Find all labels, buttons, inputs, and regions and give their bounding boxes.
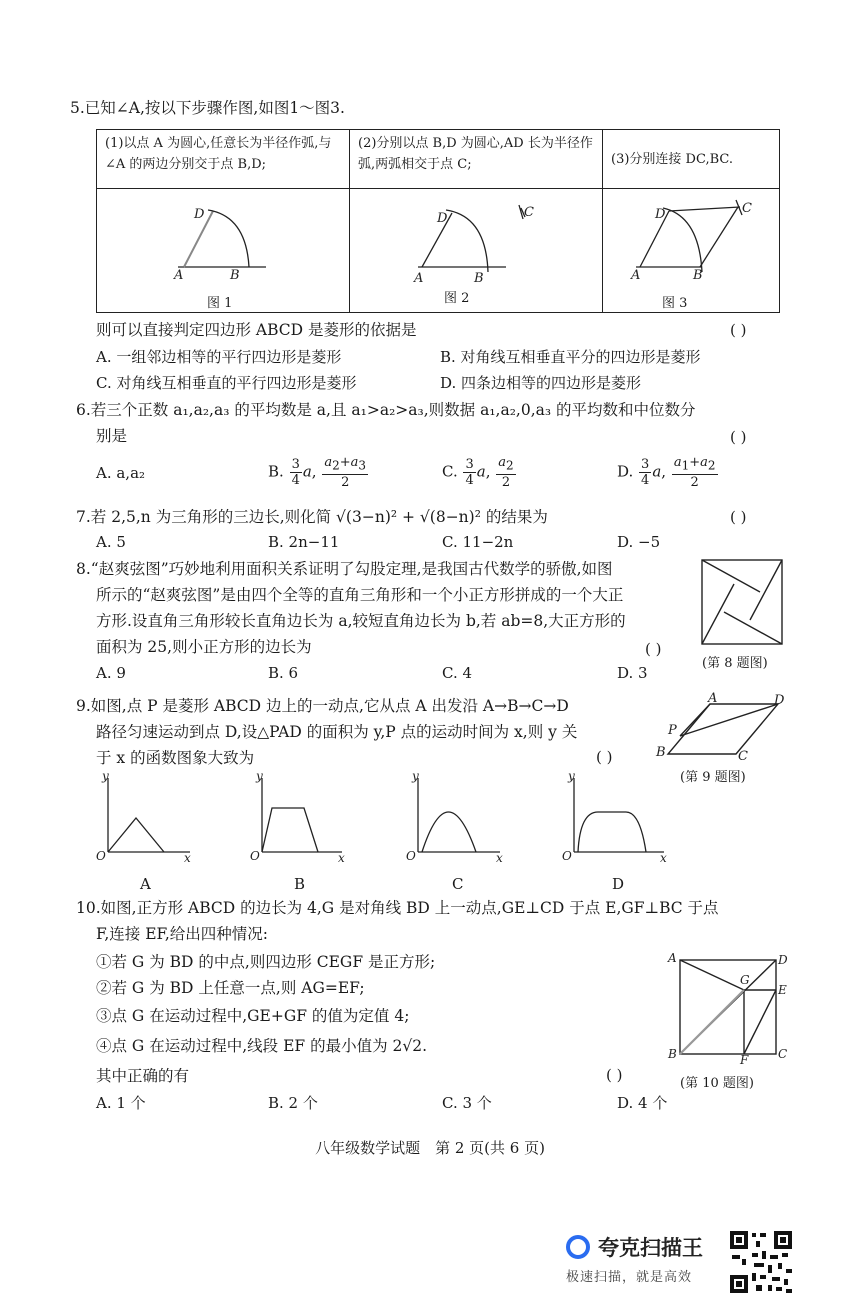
q9-graph-label-a: A bbox=[140, 875, 151, 893]
brand-slogan: 极速扫描，就是高效 bbox=[566, 1270, 693, 1285]
svg-text:y: y bbox=[102, 770, 109, 783]
q8-option-b: B. 6 bbox=[268, 664, 299, 682]
q6-option-d: D. $\frac{3}{4}$ a, $\frac{a_1+a_2}{2}$ bbox=[617, 455, 716, 490]
zhao-shuang-figure bbox=[700, 558, 786, 648]
svg-text:C: C bbox=[778, 1047, 788, 1061]
fig1-label-A: A bbox=[174, 268, 184, 283]
brand-name: 夸克扫描王 bbox=[598, 1236, 703, 1260]
fig1-caption: 图 1 bbox=[207, 296, 233, 311]
svg-text:y: y bbox=[568, 770, 575, 783]
svg-text:O: O bbox=[96, 849, 106, 863]
q10-caption: (第 10 题图) bbox=[680, 1076, 754, 1091]
q10-option-c: C. 3 个 bbox=[442, 1094, 492, 1112]
q9-line3: 于 x 的函数图象大致为 bbox=[96, 749, 255, 767]
q9-graph-label-b: B bbox=[294, 875, 306, 893]
svg-text:O: O bbox=[562, 849, 572, 863]
svg-text:D: D bbox=[774, 693, 785, 708]
fig2-label-C: C bbox=[524, 205, 534, 220]
qr-code-icon bbox=[728, 1229, 794, 1295]
square-figure bbox=[664, 948, 794, 1064]
q5-option-b: B. 对角线互相垂直平分的四边形是菱形 bbox=[440, 348, 701, 366]
q9-line1: 9.如图,点 P 是菱形 ABCD 边上的一动点,它从点 A 出发沿 A→B→C→D bbox=[76, 697, 569, 715]
svg-text:x: x bbox=[184, 851, 191, 865]
q5-step3: (3)分别连接 DC,BC. bbox=[603, 130, 780, 189]
svg-text:P: P bbox=[668, 723, 677, 738]
q5-step2: (2)分别以点 B,D 为圆心,AD 长为半径作弧,两弧相交于点 C; bbox=[350, 130, 603, 189]
q7-paren: ( ) bbox=[730, 508, 747, 526]
q8-line2: 所示的“赵爽弦图”是由四个全等的直角三角形和一个小正方形拼成的一个大正 bbox=[96, 586, 624, 604]
fig3-label-B: B bbox=[693, 268, 703, 283]
fig2-caption: 图 2 bbox=[444, 291, 470, 306]
svg-text:A: A bbox=[668, 951, 677, 965]
svg-text:G: G bbox=[740, 973, 750, 987]
q5-stem: 5.已知∠A,按以下步骤作图,如图1～图3. bbox=[70, 99, 345, 117]
q9-graph-label-c: C bbox=[452, 875, 464, 893]
q10-paren: ( ) bbox=[606, 1066, 623, 1084]
q7-option-a: A. 5 bbox=[96, 533, 126, 551]
q9-caption: (第 9 题图) bbox=[680, 770, 746, 785]
q5-option-d: D. 四条边相等的四边形是菱形 bbox=[440, 374, 642, 392]
rhombus-figure bbox=[652, 692, 788, 762]
svg-text:O: O bbox=[250, 849, 260, 863]
q6-option-b: B. $\frac{3}{4}$ a, $\frac{a_2+a_3}{2}$ bbox=[268, 455, 367, 490]
fig3-label-A: A bbox=[631, 268, 641, 283]
q9-line2: 路径匀速运动到点 D,设△PAD 的面积为 y,P 点的运动时间为 x,则 y 关 bbox=[96, 723, 578, 741]
q8-option-d: D. 3 bbox=[617, 664, 648, 682]
q10-condition-1: ①若 G 为 BD 的中点,则四边形 CEGF 是正方形; bbox=[96, 953, 436, 971]
svg-text:y: y bbox=[412, 770, 419, 783]
svg-text:O: O bbox=[406, 849, 416, 863]
q10-option-d: D. 4 个 bbox=[617, 1094, 668, 1112]
q7-stem: 7.若 2,5,n 为三角形的三边长,则化简 √(3−n)² + √(8−n)² 的结果为 bbox=[76, 508, 548, 526]
fig3-label-C: C bbox=[742, 201, 752, 216]
q8-line4: 面积为 25,则小正方形的边长为 bbox=[96, 638, 312, 656]
q5-paren: ( ) bbox=[730, 321, 747, 339]
fig1-label-D: D bbox=[194, 207, 205, 222]
q8-paren: ( ) bbox=[645, 640, 662, 658]
q8-option-c: C. 4 bbox=[442, 664, 473, 682]
svg-text:y: y bbox=[256, 770, 263, 783]
fig2-label-B: B bbox=[474, 271, 484, 286]
svg-text:x: x bbox=[660, 851, 667, 865]
svg-text:B: B bbox=[668, 1047, 677, 1061]
q8-caption: (第 8 题图) bbox=[702, 656, 768, 671]
q7-option-d: D. −5 bbox=[617, 533, 661, 551]
q5-step1: (1)以点 A 为圆心,任意长为半径作弧,与∠A 的两边分别交于点 B,D; bbox=[97, 130, 350, 189]
quark-logo-icon bbox=[566, 1235, 590, 1259]
q10-line1: 10.如图,正方形 ABCD 的边长为 4,G 是对角线 BD 上一动点,GE⊥CD 于点 E,GF⊥BC 于点 bbox=[76, 899, 719, 917]
q10-condition-4: ④点 G 在运动过程中,线段 EF 的最小值为 2√2. bbox=[96, 1037, 428, 1055]
q6-line1: 6.若三个正数 a₁,a₂,a₃ 的平均数是 a,且 a₁>a₂>a₃,则数据 a₁,a₂,0,a₃ 的平均数和中位数分 bbox=[76, 401, 696, 419]
q8-line3: 方形.设直角三角形较长直角边长为 a,较短直角边长为 b,若 ab=8,大正方形的 bbox=[96, 612, 626, 630]
svg-text:x: x bbox=[496, 851, 503, 865]
q6-paren: ( ) bbox=[730, 428, 747, 446]
q10-option-b: B. 2 个 bbox=[268, 1094, 318, 1112]
q6-line2: 别是 bbox=[96, 427, 128, 445]
q5-question: 则可以直接判定四边形 ABCD 是菱形的依据是 bbox=[96, 321, 417, 339]
q6-option-c: C. $\frac{3}{4}$ a, $\frac{a_2}{2}$ bbox=[442, 455, 514, 490]
fig2-label-A: A bbox=[414, 271, 424, 286]
svg-text:D: D bbox=[778, 953, 788, 967]
q10-condition-2: ②若 G 为 BD 上任意一点,则 AG=EF; bbox=[96, 979, 365, 997]
svg-text:E: E bbox=[778, 983, 787, 997]
q10-condition-3: ③点 G 在运动过程中,GE+GF 的值为定值 4; bbox=[96, 1007, 410, 1025]
q10-line3: 其中正确的有 bbox=[96, 1067, 190, 1085]
svg-text:B: B bbox=[656, 745, 666, 760]
q6-option-a: A. a,a₂ bbox=[96, 464, 146, 482]
q9-graph-label-d: D bbox=[612, 875, 625, 893]
q8-line1: 8.“赵爽弦图”巧妙地利用面积关系证明了勾股定理,是我国古代数学的骄傲,如图 bbox=[76, 560, 613, 578]
scanner-watermark bbox=[566, 1232, 703, 1285]
svg-text:F: F bbox=[740, 1053, 749, 1064]
q7-option-c: C. 11−2n bbox=[442, 533, 514, 551]
fig3-caption: 图 3 bbox=[662, 296, 688, 311]
q10-option-a: A. 1 个 bbox=[96, 1094, 146, 1112]
svg-text:A: A bbox=[708, 692, 718, 706]
q9-paren: ( ) bbox=[596, 748, 613, 766]
q5-option-a: A. 一组邻边相等的平行四边形是菱形 bbox=[96, 348, 342, 366]
fig3-label-D: D bbox=[655, 207, 666, 222]
svg-text:x: x bbox=[338, 851, 345, 865]
q10-line2: F,连接 EF,给出四种情况: bbox=[96, 925, 268, 943]
fig1-label-B: B bbox=[230, 268, 240, 283]
page-footer: 八年级数学试题 第 2 页(共 6 页) bbox=[315, 1139, 545, 1157]
svg-text:C: C bbox=[738, 749, 748, 762]
q8-option-a: A. 9 bbox=[96, 664, 126, 682]
q9-graphs bbox=[86, 770, 686, 865]
fig2-label-D: D bbox=[437, 211, 448, 226]
q5-option-c: C. 对角线互相垂直的平行四边形是菱形 bbox=[96, 374, 357, 392]
q7-option-b: B. 2n−11 bbox=[268, 533, 340, 551]
